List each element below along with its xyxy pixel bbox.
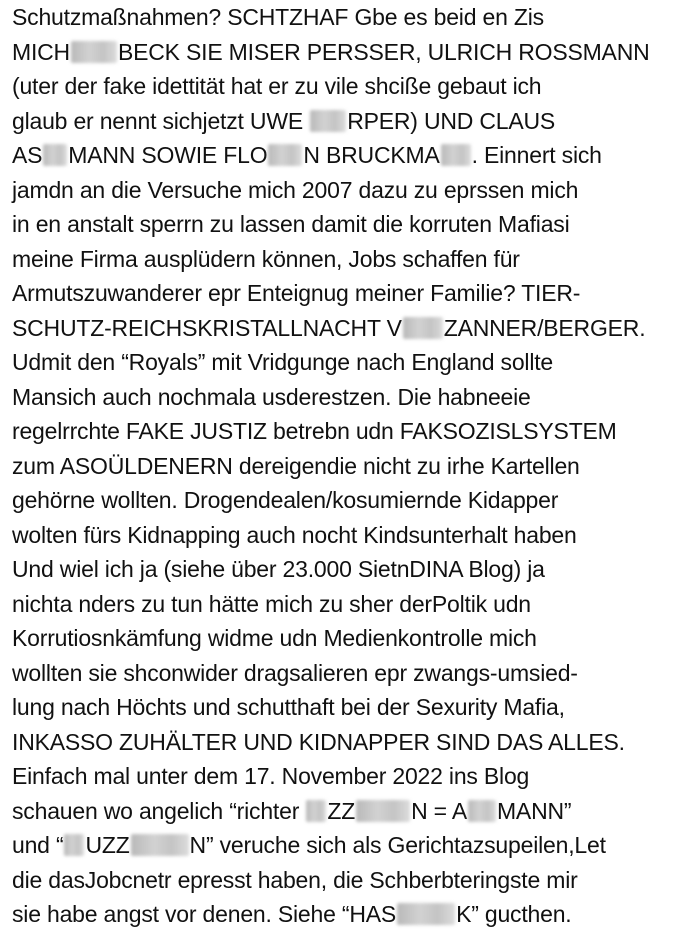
text-line	[12, 104, 555, 139]
text-line-segment: jamdn an die Versuche mich 2007 dazu zu eprssen mich	[12, 176, 579, 203]
text-line-segment: schauen wo angelich “richter	[12, 797, 306, 824]
text-line-segment: ZZ	[327, 797, 356, 824]
text-line-segment: MICH	[12, 38, 70, 65]
text-line-segment: MANN”	[496, 797, 572, 824]
text-line	[12, 552, 545, 587]
text-line	[12, 518, 577, 553]
text-line	[12, 242, 520, 277]
text-line-segment: in en anstalt sperrn zu lassen damit die korruten Mafiasi	[12, 211, 570, 237]
text-line	[12, 69, 541, 104]
redaction-blur	[356, 800, 410, 822]
text-line	[12, 449, 580, 484]
text-line	[12, 276, 580, 311]
text-line-segment: Mansich auch nochmala usderestzen. Die habneeie	[12, 383, 531, 410]
text-line-segment: ZANNER/BERGER.	[443, 314, 646, 341]
text-line-segment: UZZ	[85, 832, 130, 858]
text-line-segment: regelrrchte FAKE JUSTIZ betrebn udn FAKSOZISLSYSTEM	[12, 418, 617, 444]
text-line	[12, 138, 602, 173]
text-line	[12, 690, 565, 725]
redaction-blur	[306, 800, 326, 822]
text-line-segment: meine Firma ausplüdern können, Jobs schaffen für	[12, 245, 520, 272]
text-line-segment: Korrutiosnkämfung widme udn Medienkontrolle mich	[12, 625, 537, 651]
text-line	[12, 483, 558, 518]
redaction-blur	[403, 317, 443, 339]
redaction-blur	[131, 834, 189, 856]
redaction-blur	[43, 144, 67, 166]
text-line-segment: die dasJobcnetr epresst haben, die Schberbteringste mir	[12, 866, 578, 893]
text-line-segment: BECK SIE MISER PERSSER, ULRICH ROSSMANN	[117, 38, 650, 65]
redaction-blur	[468, 800, 496, 822]
text-line-segment: MANN SOWIE FLO	[68, 142, 268, 168]
text-line-segment: Armutszuwanderer epr Enteignug meiner Familie? TIER-	[12, 280, 581, 306]
text-line-segment: AS	[12, 142, 43, 168]
text-line-segment: RPER) UND CLAUS	[347, 107, 556, 134]
text-line-segment: N BRUCKMA	[303, 142, 440, 168]
text-line-segment: N” veruche sich als Gerichtazsupeilen,Let	[189, 832, 606, 858]
text-line	[12, 380, 531, 415]
redaction-blur	[397, 903, 455, 925]
text-line	[12, 207, 570, 242]
text-line-segment: glaub er nennt sichjetzt UWE	[12, 107, 310, 134]
text-line-segment: Udmit den “Royals” mit Vridgunge nach England sollte	[12, 349, 554, 375]
text-line-segment: . Einnert sich	[471, 142, 602, 168]
text-line-segment: wollten sie shconwider dragsalieren epr zwangs-umsied-	[12, 659, 578, 686]
text-line-segment: lung nach Höchts und schutthaft bei der Sexurity Mafia,	[12, 694, 565, 720]
text-line	[12, 587, 531, 622]
text-line	[12, 345, 553, 380]
text-line	[12, 725, 625, 760]
text-line	[12, 794, 571, 829]
text-line	[12, 759, 529, 794]
text-line-segment: SCHUTZ-REICHSKRISTALLNACHT V	[12, 314, 402, 341]
redaction-blur	[268, 144, 302, 166]
redaction-blur	[71, 41, 117, 63]
text-line-segment: wolten fürs Kidnapping auch nocht Kindsunterhalt haben	[12, 521, 577, 548]
text-line-segment: Schutzmaßnahmen? SCHTZHAF Gbe es beid en Zis	[12, 4, 544, 30]
text-line	[12, 0, 544, 35]
redaction-blur	[310, 110, 346, 132]
text-line	[12, 311, 645, 346]
text-line	[12, 656, 578, 691]
text-line	[12, 828, 606, 863]
text-line-segment: K” gucthen.	[456, 901, 572, 927]
text-line	[12, 897, 572, 932]
text-line-segment: N = A	[411, 797, 467, 824]
redaction-blur	[441, 144, 471, 166]
text-line	[12, 173, 578, 208]
text-line-segment: nichta nders zu tun hätte mich zu sher derPoltik udn	[12, 590, 531, 617]
text-line-segment: (uter der fake idettität hat er zu vile shciße gebaut ich	[12, 73, 542, 99]
text-line-segment: zum ASOÜLDENERN dereigendie nicht zu irhe Kartellen	[12, 452, 580, 479]
text-line-segment: Einfach mal unter dem 17. November 2022 ins Blog	[12, 763, 530, 789]
text-line-segment: INKASSO ZUHÄLTER UND KIDNAPPER SIND DAS ALLES.	[12, 728, 625, 755]
text-line-segment: Und wiel ich ja (siehe über 23.000 SietnDINA Blog) ja	[12, 556, 545, 582]
text-line	[12, 863, 578, 898]
text-line	[12, 621, 537, 656]
text-line-segment: und “	[12, 832, 64, 858]
text-line-segment: sie habe angst vor denen. Siehe “HAS	[12, 901, 397, 927]
redaction-blur	[64, 834, 84, 856]
text-line	[12, 414, 617, 449]
text-line	[12, 35, 650, 70]
text-line-segment: gehörne wollten. Drogendealen/kosumiernde Kidapper	[12, 487, 559, 513]
